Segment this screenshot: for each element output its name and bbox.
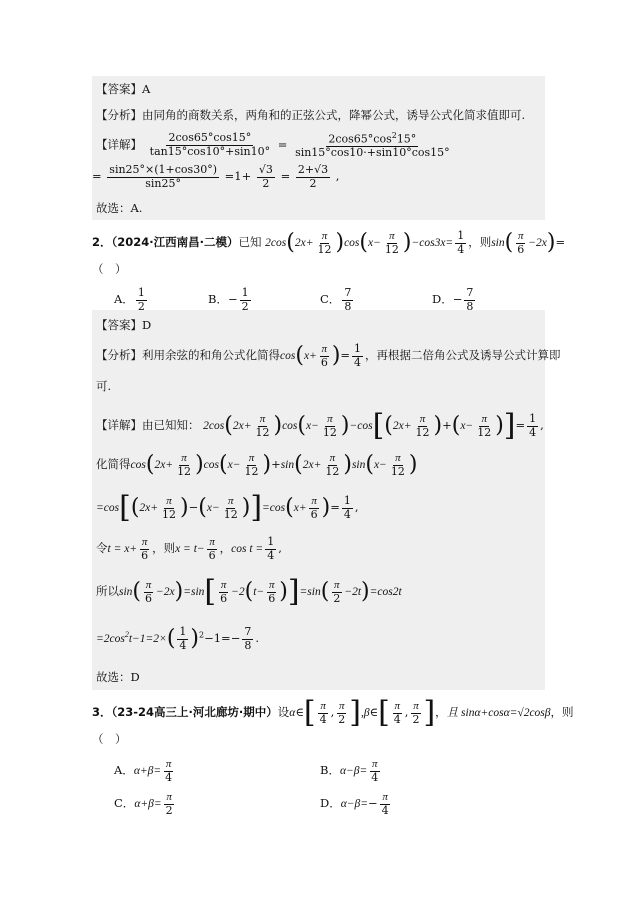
- q2-detail-4: 令t = x+ $\frac{\pi}{6}$ ，则x = t− $\frac{\pi}{6}$ ，cos t = $\frac{1}{4}$ ,: [96, 535, 282, 562]
- q2-analysis-end: 可.: [96, 379, 112, 393]
- q1-analysis: 【分析】由同角的商数关系，两角和的正弦公式，降幂公式，诱导公式化简求值即可.: [96, 108, 526, 122]
- q2-detail-1: 【详解】由已知知： 2cos(2x+ $\frac{\pi}{12}$ )cos(x− $\frac{\pi}{12}$ )−cos[(2x+ $\frac{\pi}{12}$ )+(x− $\frac{\pi}{12}$ )]= $\frac{1}{4}$ ,: [96, 408, 544, 443]
- q2-stem: 2．（2024·江西南昌·二模）已知 2cos(2x+ $\frac{\pi}{12}$ )cos(x− $\frac{\pi}{12}$ )−cos3x= $\frac{1}{4}$ ，则sin( $\frac{\pi}{6}$ −2x)=: [92, 229, 566, 256]
- q1-detail-line1: 【详解】 $\frac{2\cos 65^\circ\cos 15^\circ}{\tan 15^\circ\cos 10^\circ+\sin 10^\circ}$ = $\frac{2\cos 65^\circ\cos^215^\circ}{\sin 15^\circ\cos 10\cdot+\sin 10^\circ\cos 15^\circ}$: [96, 131, 450, 160]
- q2-choose: 故选：D: [96, 670, 140, 684]
- q1-choose: 故选：A.: [96, 201, 143, 215]
- fraction: $\frac{√3}{2}$: [258, 163, 273, 190]
- q3-stem: 3．（23-24高三上·河北廊坊·期中）设α∈[ $\frac{\pi}{4}$ , $\frac{\pi}{2}$ ],β∈[ $\frac{\pi}{4}$ , $\frac{\pi}{2}$ ]，且 sinα+cosα=√2cosβ，则: [92, 695, 574, 730]
- q2-answer: 【答案】D: [96, 318, 152, 332]
- q2-analysis: 【分析】利用余弦的和角公式化简得cos(x+ $\frac{\pi}{6}$ )= $\frac{1}{4}$ ，再根据二倍角公式及诱导公式计算即: [96, 342, 561, 369]
- q3-option-a[interactable]: A．α+β= $\frac{\pi}{4}$: [114, 758, 173, 784]
- detail-label: 【详解】: [96, 137, 142, 152]
- fraction: $\frac{\sin 25^\circ\times(1+\cos 30^\circ)}{\sin 25^\circ}$: [109, 163, 217, 190]
- q3-blank: （ ）: [92, 732, 127, 746]
- q2-option-c[interactable]: C． $\frac{7}{8}$: [320, 286, 352, 313]
- q2-option-a[interactable]: A． $\frac{1}{2}$: [114, 286, 145, 313]
- q3-option-d[interactable]: D．α−β=− $\frac{\pi}{4}$: [320, 791, 389, 817]
- q2-option-d[interactable]: D．− $\frac{7}{8}$: [432, 286, 474, 313]
- q2-detail-5: 所以sin( $\frac{\pi}{6}$ −2x)=sin[ $\frac{\pi}{6}$ −2(t− $\frac{\pi}{6}$ )]=sin( $\frac{\pi}{2}$ −2t)=cos2t: [96, 574, 402, 609]
- q2-detail-3: =cos[(2x+ $\frac{\pi}{12}$ )−(x− $\frac{\pi}{12}$ )]=cos(x+ $\frac{\pi}{6}$ )= $\frac{1}{4}$ ,: [96, 490, 359, 525]
- fraction: $\frac{2+√3}{2}$: [297, 163, 329, 190]
- q3-option-b[interactable]: B．α−β= $\frac{\pi}{4}$: [320, 758, 379, 784]
- fraction: $\frac{2\cos 65^\circ\cos 15^\circ}{\tan 15^\circ\cos 10^\circ+\sin 10^\circ}$: [149, 131, 271, 158]
- q1-detail-line2: = $\frac{\sin 25^\circ\times(1+\cos 30^\circ)}{\sin 25^\circ}$ =1+ $\frac{√3}{2}$ = $\frac{2+√3}{2}$ ,: [92, 163, 340, 190]
- q3-option-c[interactable]: C．α+β= $\frac{\pi}{2}$: [114, 791, 173, 817]
- q2-detail-6: $=2\cos^2t-1=2\times$( $\frac{1}{4}$ )$^2$−1=− $\frac{7}{8}$ .: [96, 625, 259, 652]
- q1-answer: 【答案】A: [96, 82, 151, 96]
- q2-option-b[interactable]: B．− $\frac{1}{2}$: [208, 286, 249, 313]
- fraction: $\frac{2\cos 65^\circ\cos^215^\circ}{\sin 15^\circ\cos 10\cdot+\sin 10^\circ\cos 15^\circ}$: [295, 131, 450, 160]
- q2-detail-2: 化简得cos(2x+ $\frac{\pi}{12}$ )cos(x− $\frac{\pi}{12}$ )+sin(2x+ $\frac{\pi}{12}$ )sin(x− $\frac{\pi}{12}$ ): [96, 452, 418, 478]
- q2-blank: （ ）: [92, 262, 127, 276]
